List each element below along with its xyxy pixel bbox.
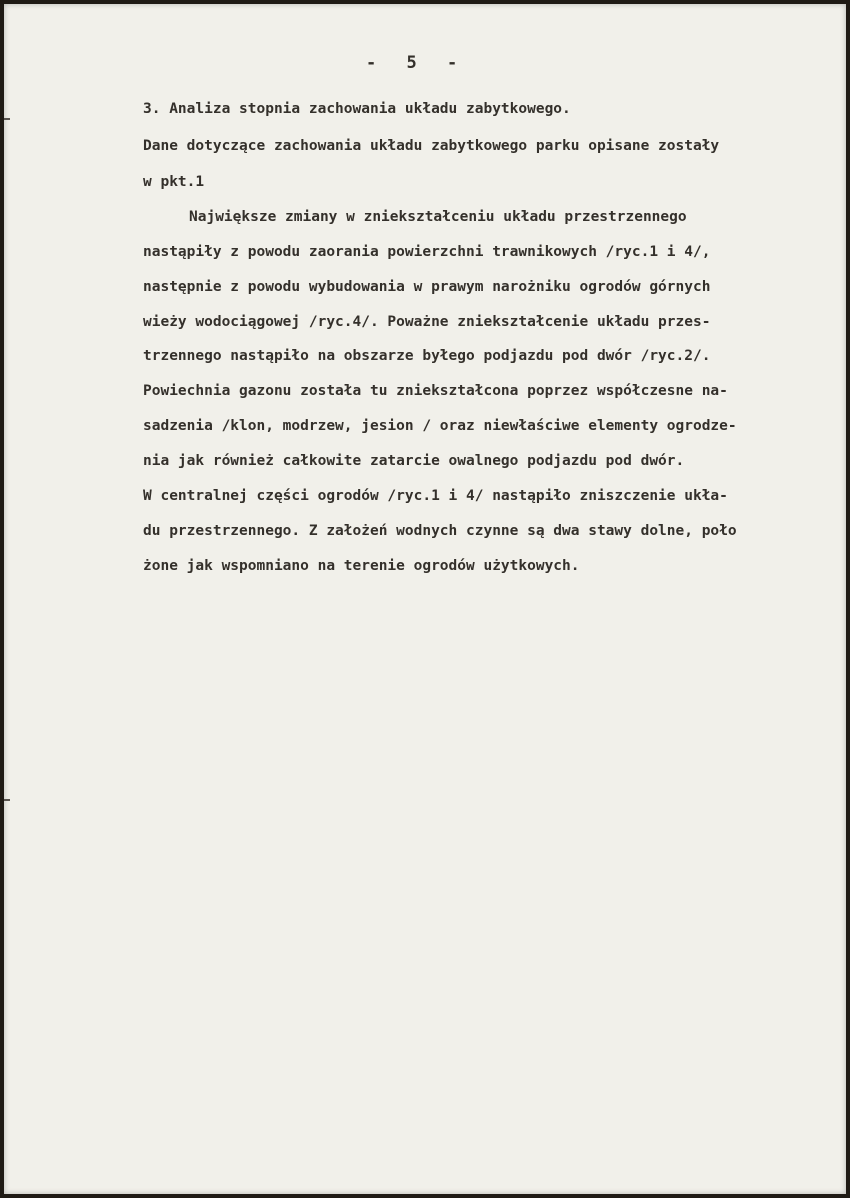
intro-line: Dane dotyczące zachowania układu zabytkowego parku opisane zostały [143, 138, 720, 154]
section-heading: 3. Analiza stopnia zachowania układu zabytkowego. [143, 101, 571, 117]
margin-mark [4, 118, 10, 120]
body-line: nia jak również całkowite zatarcie owalnego podjazdu pod dwór. [143, 453, 685, 469]
page-number: - 5 - [366, 53, 468, 73]
margin-mark [4, 799, 10, 801]
intro-line: w pkt.1 [143, 174, 205, 190]
body-line: W centralnej części ogrodów /ryc.1 i 4/ nastąpiło zniszczenie ukła- [143, 488, 728, 504]
body-line: trzennego nastąpiło na obszarze byłego podjazdu pod dwór /ryc.2/. [143, 348, 711, 364]
body-line: wieży wodociągowej /ryc.4/. Poważne zniekształcenie układu przes- [143, 314, 711, 330]
document-page [4, 4, 846, 1194]
body-line: następnie z powodu wybudowania w prawym narożniku ogrodów górnych [143, 279, 711, 295]
body-line: nastąpiły z powodu zaorania powierzchni trawnikowych /ryc.1 i 4/, [143, 244, 711, 260]
body-line: Największe zmiany w zniekształceniu układu przestrzennego [189, 209, 687, 225]
body-line: żone jak wspomniano na terenie ogrodów użytkowych. [143, 558, 580, 574]
body-line: Powiechnia gazonu została tu zniekształcona poprzez współczesne na- [143, 383, 728, 399]
body-line: du przestrzennego. Z założeń wodnych czynne są dwa stawy dolne, poło [143, 523, 737, 539]
body-line: sadzenia /klon, modrzew, jesion / oraz niewłaściwe elementy ogrodze- [143, 418, 737, 434]
